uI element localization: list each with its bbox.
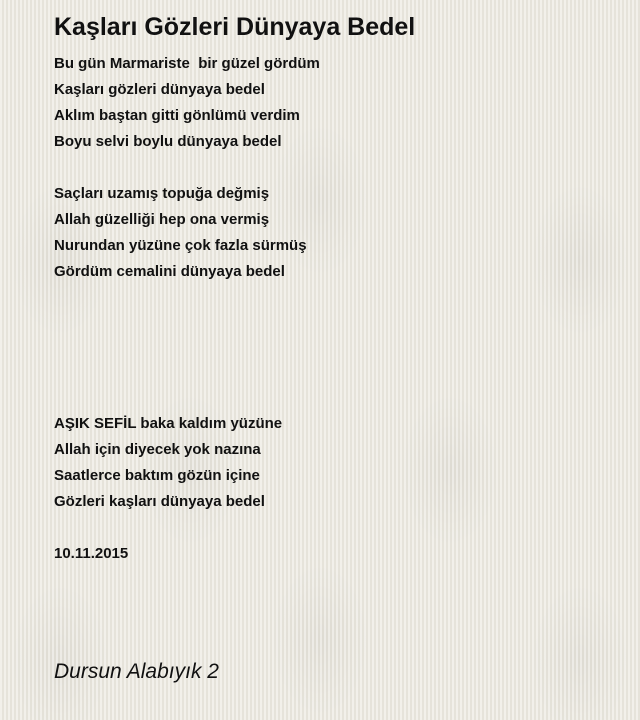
poem-line: Gördüm cemalini dünyaya bedel: [54, 263, 285, 280]
poem-line: Allah güzelliği hep ona vermiş: [54, 211, 270, 228]
poem-author: Dursun Alabıyık 2: [54, 660, 219, 683]
stanza-2: [54, 181, 307, 285]
poem-line: Aklım baştan gitti gönlümü verdim: [54, 107, 300, 124]
poem-line: AŞIK SEFİL baka kaldım yüzüne: [54, 415, 283, 432]
poem-line: Bu gün Marmariste bir güzel gördüm: [54, 55, 320, 72]
stanza-3: [54, 411, 282, 515]
poem-line: Nurundan yüzüne çok fazla sürmüş: [54, 237, 307, 254]
poem-line: Saatlerce baktım gözün içine: [54, 467, 260, 484]
poem-line: Kaşları gözleri dünyaya bedel: [54, 81, 265, 98]
poem-line: Allah için diyecek yok nazına: [54, 441, 261, 458]
poem-line: Gözleri kaşları dünyaya bedel: [54, 493, 265, 510]
poem-title: Kaşları Gözleri Dünyaya Bedel: [54, 13, 416, 41]
poem-date: 10.11.2015: [54, 545, 129, 562]
stanza-1: [54, 51, 320, 155]
poem-line: Saçları uzamış topuğa değmiş: [54, 185, 270, 202]
poem-line: Boyu selvi boylu dünyaya bedel: [54, 133, 282, 150]
